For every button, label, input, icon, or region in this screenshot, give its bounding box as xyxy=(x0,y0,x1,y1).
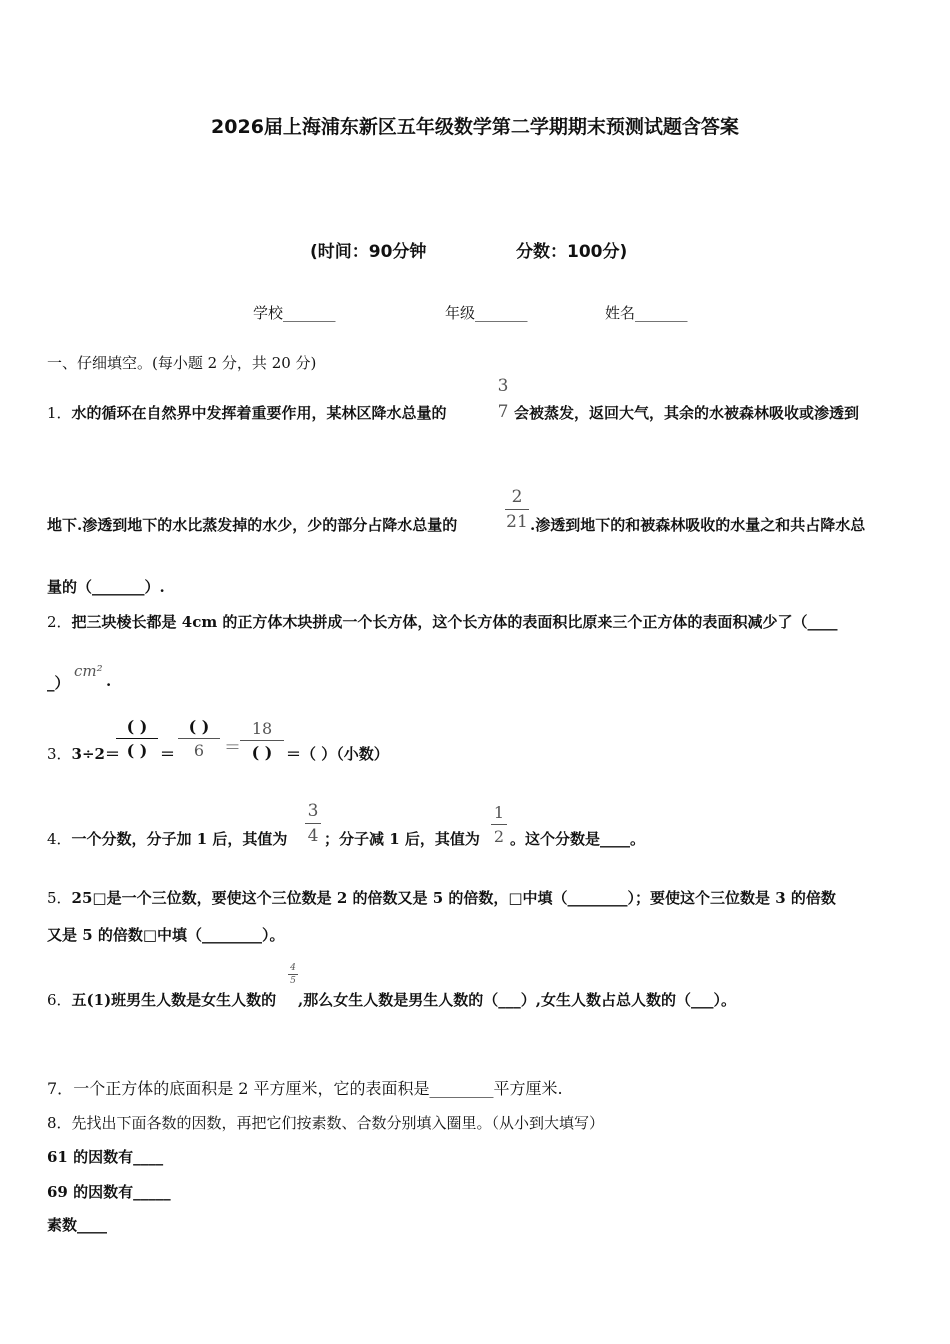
question-number: 1． xyxy=(47,404,72,422)
question-text: 一个分数，分子加 1 后，其值为 xyxy=(71,830,288,848)
question-1-line-2a: 地下.渗透到地下的水比蒸发掉的水少，少的部分占降水总量的 xyxy=(47,516,458,534)
question-4-b: ；分子减 1 后，其值为 xyxy=(324,830,480,848)
fraction-blank-1 xyxy=(116,717,158,760)
numerator: ( ) xyxy=(126,717,148,736)
question-2-period: . xyxy=(106,672,112,690)
question-3-tail: ＝（ ）（小数） xyxy=(286,745,389,763)
question-2-line-1 xyxy=(47,611,837,632)
school-field: 学校_______ xyxy=(253,304,336,322)
denominator: 4 xyxy=(307,826,319,846)
exam-time: (时间：90分钟 xyxy=(310,242,427,262)
fraction-blank-2 xyxy=(178,717,220,760)
question-6-a xyxy=(47,989,276,1010)
question-text: 把三块棱长都是 4cm 的正方体木块拼成一个长方体，这个长方体的表面积比原来三个正方体的表面积减少了（____ xyxy=(71,613,838,631)
numerator: 18 xyxy=(251,719,273,738)
denominator: 21 xyxy=(506,512,528,532)
grade-field: 年级_______ xyxy=(445,304,528,322)
question-number: 7． xyxy=(47,1079,74,1098)
fraction-four-fifths xyxy=(288,963,298,986)
fraction-three-sevenths xyxy=(494,376,512,422)
fraction-eighteen xyxy=(240,719,284,762)
question-1-line-1 xyxy=(47,402,447,423)
numerator: ( ) xyxy=(188,717,210,736)
denominator: 6 xyxy=(193,741,205,760)
question-6-b: ,那么女生人数是男生人数的（___）,女生人数占总人数的（___）。 xyxy=(298,991,736,1009)
question-number: 8． xyxy=(47,1114,72,1132)
question-8 xyxy=(47,1112,604,1133)
numerator: 3 xyxy=(497,376,509,396)
numerator: 3 xyxy=(307,801,319,821)
fraction-three-quarters xyxy=(305,801,321,846)
question-7 xyxy=(47,1076,563,1099)
question-text: 五(1)班男生人数是女生人数的 xyxy=(71,991,277,1009)
question-text: 一个正方体的底面积是 2 平方厘米，它的表面积是________平方厘米. xyxy=(73,1079,563,1098)
question-text: 先找出下面各数的因数，再把它们按素数、合数分别填入圈里。（从小到大填写） xyxy=(71,1114,605,1132)
question-text: 水的循环在自然界中发挥着重要作用，某林区降水总量的 xyxy=(71,404,447,422)
question-number: 3． xyxy=(47,745,72,763)
denominator: 5 xyxy=(290,976,296,986)
question-5-line-1 xyxy=(47,887,836,908)
unit-cm-squared: cm² xyxy=(74,662,103,680)
equals-sign: ＝ xyxy=(224,738,241,758)
equals-sign: ＝ xyxy=(160,745,176,763)
question-number: 6． xyxy=(47,991,72,1009)
denominator: ( ) xyxy=(126,741,148,760)
question-4-a xyxy=(47,828,287,849)
denominator: 2 xyxy=(493,827,505,846)
page-title: 2026届上海浦东新区五年级数学第二学期期末预测试题含答案 xyxy=(211,116,739,138)
question-text: 3÷2＝ xyxy=(71,745,120,763)
denominator: ( ) xyxy=(251,743,273,762)
section-heading: 一、仔细填空。(每小题 2 分，共 20 分) xyxy=(47,354,317,372)
factors-of-69: 69 的因数有_____ xyxy=(47,1183,171,1201)
denominator: 7 xyxy=(497,402,509,422)
question-text: 25□是一个三位数，要使这个三位数是 2 的倍数又是 5 的倍数，□中填（________）；要使这个三位数是 3 的倍数 xyxy=(71,889,836,907)
primes-blank: 素数____ xyxy=(47,1216,108,1234)
numerator: 4 xyxy=(290,963,296,973)
question-3-lead xyxy=(47,743,120,764)
question-1-line-2b: .渗透到地下的和被森林吸收的水量之和共占降水总 xyxy=(530,516,866,534)
numerator: 2 xyxy=(511,487,523,507)
numerator: 1 xyxy=(493,803,505,822)
question-number: 2． xyxy=(47,613,72,631)
fraction-one-half xyxy=(491,803,507,846)
factors-of-61: 61 的因数有____ xyxy=(47,1148,164,1166)
fraction-two-twentyfirsts xyxy=(505,487,529,532)
question-number: 5． xyxy=(47,889,72,907)
question-2-line-2: _） xyxy=(47,674,70,692)
question-4-c: 。这个分数是____。 xyxy=(510,830,646,848)
question-5-line-2: 又是 5 的倍数□中填（________）。 xyxy=(47,926,285,944)
name-field: 姓名_______ xyxy=(605,304,688,322)
question-1-line-3: 量的（_______）. xyxy=(47,578,165,596)
question-number: 4． xyxy=(47,830,72,848)
question-1-line-1b: 会被蒸发，返回大气，其余的水被森林吸收或渗透到 xyxy=(514,404,860,422)
exam-score: 分数：100分) xyxy=(516,242,628,262)
